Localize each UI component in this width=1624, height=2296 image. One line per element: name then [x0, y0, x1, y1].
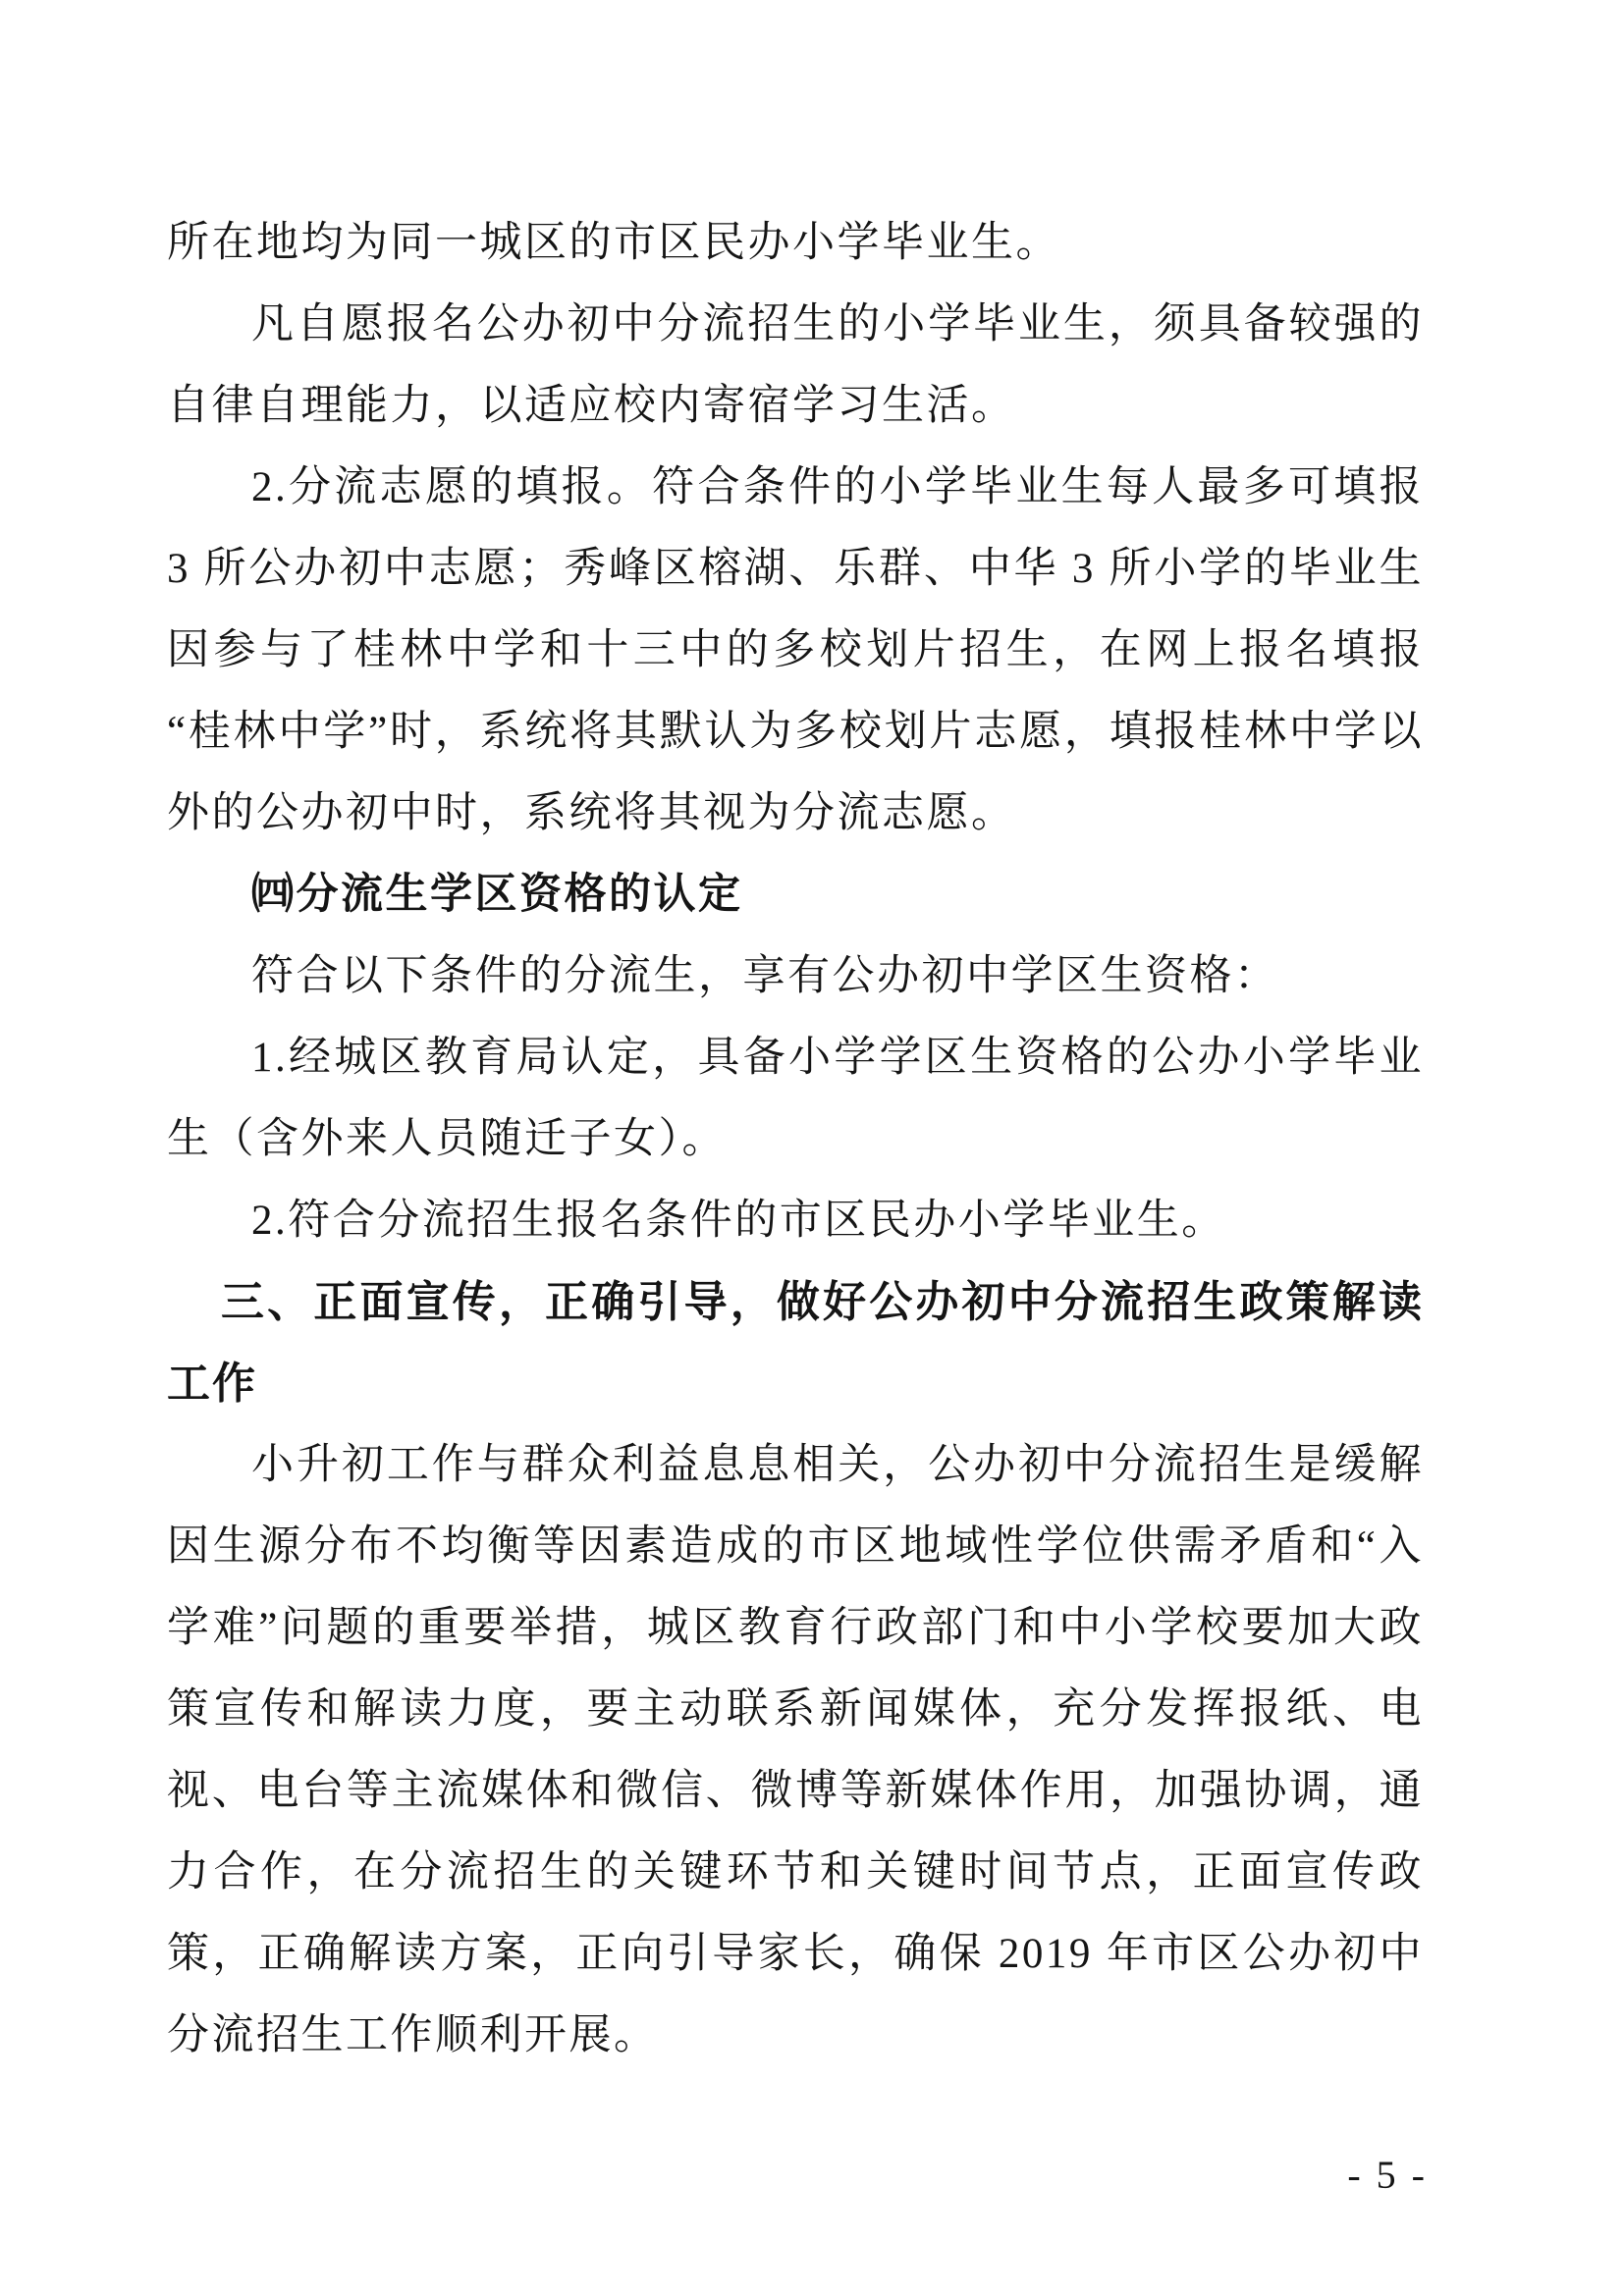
paragraph: 1.经城区教育局认定，具备小学学区生资格的公办小学毕业生（含外来人员随迁子女）。: [167, 1035, 1424, 1162]
paragraph: 凡自愿报名公办初中分流招生的小学毕业生，须具备较强的自律自理能力，以适应校内寄宿学习生活。: [167, 301, 1424, 429]
page-number: - 5 -: [1347, 2153, 1428, 2197]
paragraph: 2.符合分流招生报名条件的市区民办小学毕业生。: [251, 1198, 1226, 1244]
paragraph-continuation: 所在地均为同一城区的市区民办小学毕业生。: [167, 220, 1060, 266]
document-body: [167, 202, 1424, 2076]
paragraph: 小升初工作与群众利益息息相关，公办初中分流招生是缓解因生源分布不均衡等因素造成的市区地域性学位供需矛盾和“入学难”问题的重要举措，城区教育行政部门和中小学校要加大政策宣传和解读力度，要主动联系新闻媒体，充分发挥报纸、电视、电台等主流媒体和微信、微博等新媒体作用，加强协调，通力合作，在分流招生的关键环节和关键时间节点，正面宣传政策，正确解读方案，正向引导家长，确保 2019 年市区公办初中分流招生工作顺利开展。: [167, 1442, 1424, 2058]
paragraph: 2.分流志愿的填报。符合条件的小学毕业生每人最多可填报 3 所公办初中志愿；秀峰区榕湖、乐群、中华 3 所小学的毕业生因参与了桂林中学和十三中的多校划片招生，在网上报名填报“桂林中学”时，系统将其默认为多校划片志愿，填报桂林中学以外的公办初中时，系统将其视为分流志愿。: [167, 464, 1424, 836]
paragraph: 符合以下条件的分流生，享有公办初中学区生资格：: [251, 953, 1279, 999]
subheading-section-4: ㈣分流生学区资格的认定: [251, 872, 743, 918]
heading-section-3: 三、正面宣传，正确引导，做好公办初中分流招生政策解读工作: [167, 1278, 1424, 1408]
